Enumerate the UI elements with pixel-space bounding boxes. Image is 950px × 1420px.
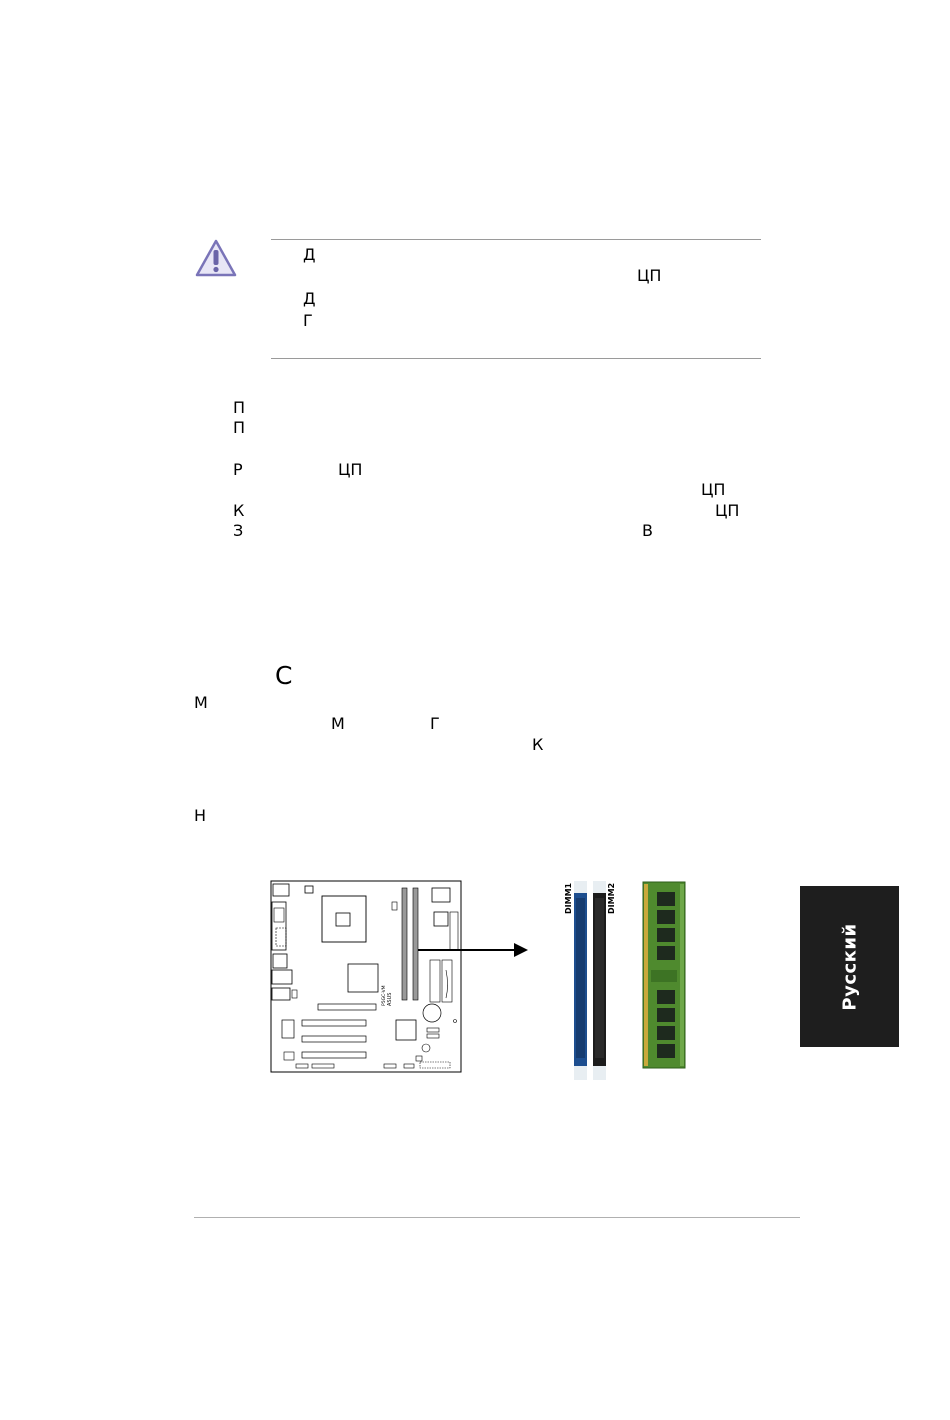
section-note: Н (194, 806, 207, 825)
step-5-b: В (642, 521, 653, 540)
step-1: П (233, 398, 246, 417)
step-3-cpu: ЦП (338, 460, 363, 479)
section-text-2: М (331, 714, 345, 733)
warning-line-2: ЦП (637, 266, 662, 285)
warning-line-1: Д (303, 245, 316, 264)
board-brand-label: ASUS (387, 992, 393, 1006)
warning-line-4: Г (303, 311, 313, 330)
arrow-icon (418, 941, 530, 959)
step-5: З (233, 521, 244, 540)
step-4: К (233, 501, 245, 520)
section-text-4: К (532, 735, 544, 754)
warning-line-3: Д (303, 289, 316, 308)
language-label: Русский (839, 922, 860, 1011)
warning-icon (194, 238, 238, 278)
step-2: П (233, 418, 246, 437)
step-3: Р (233, 460, 243, 479)
language-side-tab (800, 886, 899, 1047)
section-heading: С (275, 661, 293, 690)
board-model-label: P5GC-VM (382, 985, 387, 1006)
section-text-3: Г (430, 714, 440, 733)
warning-top-rule (271, 239, 761, 240)
footer-rule (194, 1217, 800, 1218)
dimm2-label: DIMM2 (607, 882, 616, 914)
warning-bottom-rule (271, 358, 761, 359)
section-text-1: М (194, 693, 208, 712)
step-3-cpu-2: ЦП (701, 480, 726, 499)
memory-module-image (641, 880, 687, 1070)
dimm-slots-diagram (560, 878, 620, 1082)
motherboard-diagram (270, 880, 462, 1074)
step-4-cpu: ЦП (715, 501, 740, 520)
dimm1-label: DIMM1 (564, 882, 573, 914)
